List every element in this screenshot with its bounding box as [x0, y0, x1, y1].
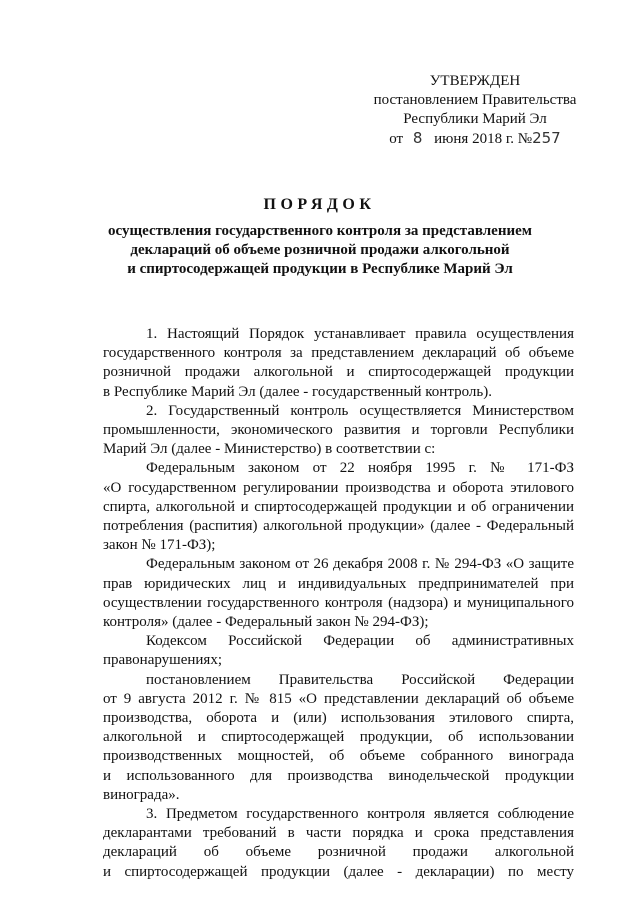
- approval-stamp-block: [360, 72, 590, 149]
- document-subtitle: [60, 222, 580, 279]
- body-line: розничной продажи алкогольной и спиртосодержащей продукции: [103, 364, 574, 381]
- body-line: «О государственном регулировании производства и оборота этилового: [103, 479, 574, 496]
- body-line: правонарушениях;: [103, 652, 222, 669]
- handwritten-day: 8: [412, 129, 423, 147]
- body-line: промышленности, экономического развития и торговли Республики: [103, 422, 574, 439]
- body-line: постановлением Правительства Российской Федерации: [146, 671, 574, 688]
- body-line: 2. Государственный контроль осуществляется Министерством: [146, 402, 574, 419]
- body-line: спирта, алкогольной и спиртосодержащей продукции и об ограничении: [103, 498, 574, 515]
- document-title: ПОРЯДОК: [263, 196, 376, 213]
- subtitle-line: и спиртосодержащей продукции в Республике Марий Эл: [127, 261, 513, 277]
- body-line: потребления (распития) алкогольной продукции» (далее - Федеральный: [103, 518, 574, 535]
- body-line: прав юридических лиц и индивидуальных предпринимателей при: [103, 575, 574, 592]
- body-line: и спиртосодержащей продукции (далее - декларации) по месту: [103, 863, 574, 880]
- date-month-year: июня 2018 г.: [434, 131, 515, 147]
- document-body: [103, 325, 574, 882]
- approval-heading: УТВЕРЖДЕН: [429, 73, 521, 89]
- body-line: деклараций об объеме розничной продажи алкогольной: [103, 844, 574, 861]
- body-line: государственного контроля за представлением деклараций об объеме: [103, 345, 574, 362]
- subtitle-line: деклараций об объеме розничной продажи алкогольной: [130, 242, 510, 258]
- body-line: закон № 171-ФЗ);: [103, 537, 216, 554]
- body-line: контроля» (далее - Федеральный закон № 294-ФЗ);: [103, 614, 429, 631]
- approval-date-line: [360, 129, 590, 149]
- subtitle-line: осуществления государственного контроля за представлением: [108, 223, 532, 239]
- body-line: Кодексом Российской Федерации об административных: [146, 633, 574, 650]
- body-line: Федеральным законом от 22 ноября 1995 г. № 171-ФЗ: [146, 460, 574, 477]
- body-line: 1. Настоящий Порядок устанавливает правила осуществления: [146, 326, 574, 342]
- approval-resolution: постановлением Правительства: [373, 92, 577, 108]
- body-line: Марий Эл (далее - Министерство) в соответствии с:: [103, 441, 436, 458]
- body-line: Федеральным законом от 26 декабря 2008 г. № 294-ФЗ «О защите: [146, 556, 574, 573]
- body-line: от 9 августа 2012 г. № 815 «О представлении деклараций об объеме: [103, 690, 574, 707]
- date-prefix: от: [389, 131, 404, 147]
- body-line: в Республике Марий Эл (далее - государственный контроль).: [103, 383, 492, 400]
- body-line: и использованного для производства винодельческой продукции: [103, 767, 574, 784]
- body-line: декларантами требований в части порядка и срока представления: [103, 825, 574, 842]
- body-line: осуществлении государственного контроля (надзора) и муниципального: [103, 594, 574, 611]
- handwritten-number: 257: [532, 129, 561, 147]
- body-line: производства, оборота и (или) использования этилового спирта,: [103, 710, 574, 727]
- body-line: алкогольной и спиртосодержащей продукции, об использовании: [103, 729, 574, 746]
- body-line: производственных мощностей, об объеме собранного винограда: [103, 748, 574, 765]
- body-line: 3. Предметом государственного контроля является соблюдение: [146, 806, 574, 823]
- approval-issuer: Республики Марий Эл: [403, 111, 547, 127]
- body-line: винограда».: [103, 786, 180, 803]
- number-sign: №: [517, 131, 533, 147]
